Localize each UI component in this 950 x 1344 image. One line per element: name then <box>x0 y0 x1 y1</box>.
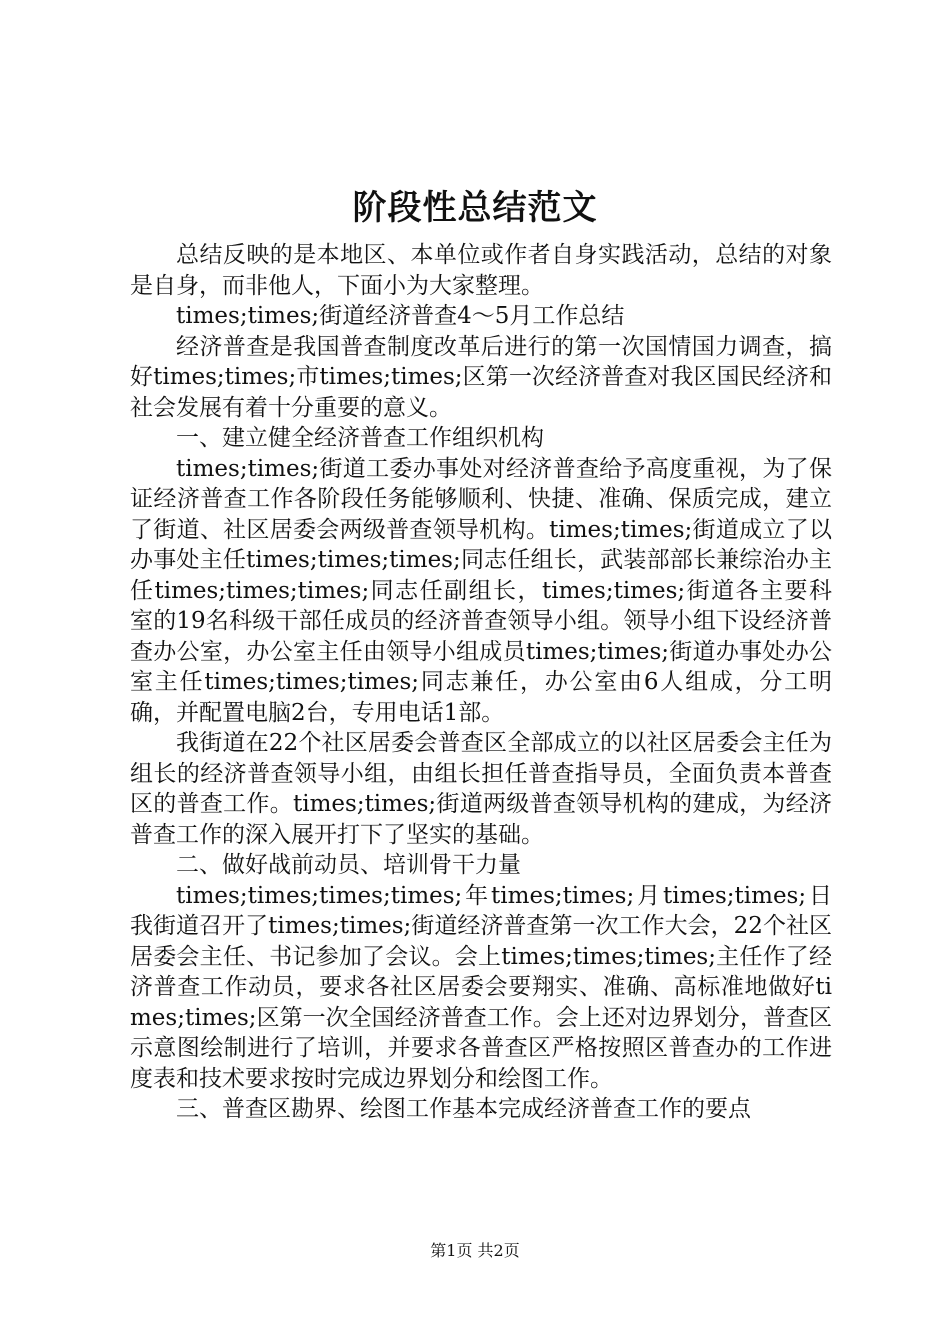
page-indicator: 第1页 共2页 <box>430 1241 520 1260</box>
section-heading-2: 二、做好战前动员、培训骨干力量 <box>176 852 521 878</box>
paragraph-community: 我街道在22个社区居委会普查区全部成立的以社区居委会主任为组长的经济普查领导小组，由组长担任普查指导员，全面负责本普查区的普查工作。times;times;街道两级普查领导机构的建成，为经济普查工作的深入展开打下了坚实的基础。 <box>130 730 832 848</box>
document-body <box>130 240 832 1125</box>
section-heading-3: 三、普查区勘界、绘图工作基本完成经济普查工作的要点 <box>176 1096 751 1122</box>
section-heading-1: 一、建立健全经济普查工作组织机构 <box>176 425 544 451</box>
paragraph-background: 经济普查是我国普查制度改革后进行的第一次国情国力调查，搞好times;times;市times;times;区第一次经济普查对我区国民经济和社会发展有着十分重要的意义。 <box>130 333 832 421</box>
paragraph-subtitle: times;times;街道经济普查4～5月工作总结 <box>176 303 625 329</box>
paragraph-organization: times;times;街道工委办事处对经济普查给予高度重视，为了保证经济普查工作各阶段任务能够顺利、快捷、准确、保质完成，建立了街道、社区居委会两级普查领导机构。times;times;街道成立了以办事处主任times;times;times;同志任组长，武装部部长兼综治办主任times;times;times;同志任副组长，times;times;街道各主要科室的19名科级干部任成员的经济普查领导小组。领导小组下设经济普查办公室，办公室主任由领导小组成员times;times;街道办事处办公室主任times;times;times;同志兼任，办公室由6人组成，分工明确，并配置电脑2台，专用电话1部。 <box>130 455 832 726</box>
document-title: 阶段性总结范文 <box>352 188 598 228</box>
paragraph-training: times;times;times;times;年times;times;月times;times;日我街道召开了times;times;街道经济普查第一次工作大会，22个社区居委会主任、书记参加了会议。会上times;times;times;主任作了经济普查工作动员，要求各社区居委会要翔实、准确、高标准地做好times;times;区第一次全国经济普查工作。会上还对边界划分，普查区示意图绘制进行了培训，并要求各普查区严格按照区普查办的工作进度表和技术要求按时完成边界划分和绘图工作。 <box>130 882 832 1092</box>
paragraph-intro: 总结反映的是本地区、本单位或作者自身实践活动，总结的对象是自身，而非他人，下面小为大家整理。 <box>130 242 832 299</box>
